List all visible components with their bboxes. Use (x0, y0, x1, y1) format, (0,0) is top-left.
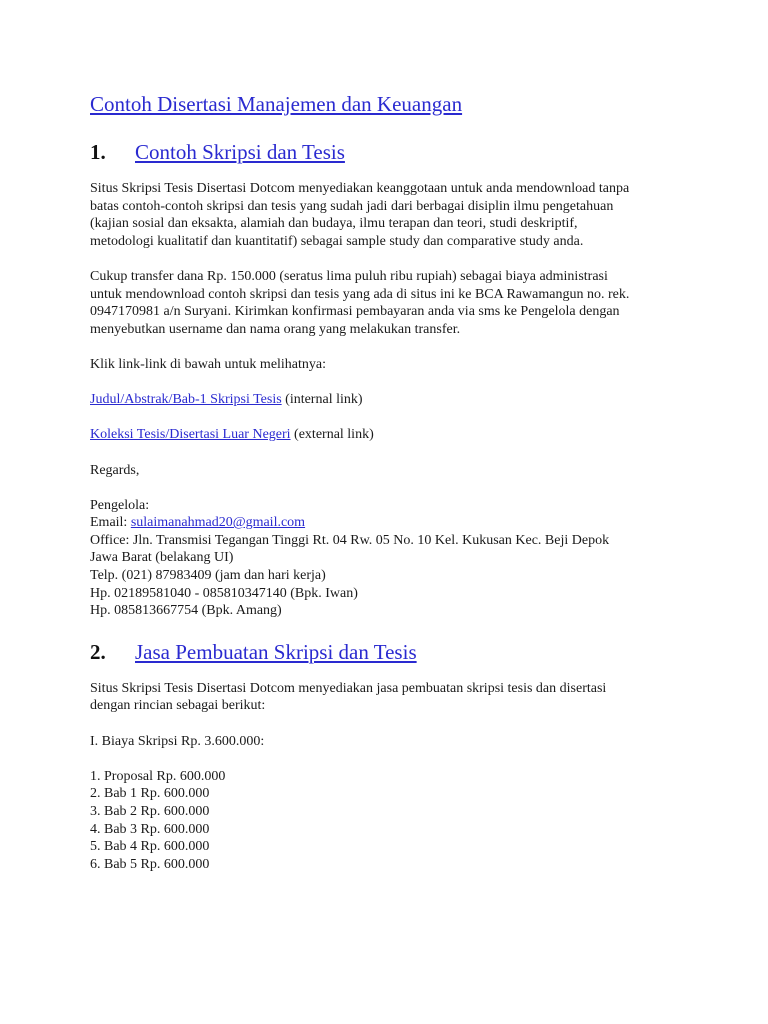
section2-number: 2. (90, 639, 106, 664)
list-item: 1. Proposal Rp. 600.000 (90, 768, 226, 784)
email-line (90, 514, 690, 532)
section2-heading (90, 636, 690, 668)
text-line: metodologi kualitatif dan kuantitatif) sebagai sample study dan comparative study anda. (90, 233, 584, 249)
text-line: (kajian sosial dan eksakta, alamiah dan budaya, ilmu terapan dan teori, studi deskriptif, (90, 216, 578, 232)
text-line: Cukup transfer dana Rp. 150.000 (seratus lima puluh ribu rupiah) sebagai biaya administrasi (90, 268, 608, 284)
office-line-2: Jawa Barat (belakang UI) (90, 550, 234, 566)
list-item: 2. Bab 1 Rp. 600.000 (90, 786, 210, 802)
hp-line-1: Hp. 02189581040 - 085810347140 (Bpk. Iwan) (90, 585, 358, 601)
section1-heading (90, 136, 690, 168)
text-line: batas contoh-contoh skripsi dan tesis yang sudah jadi dari berbagai disiplin ilmu pengetahuan (90, 198, 614, 214)
section1-number: 1. (90, 140, 106, 164)
section2-intro (90, 680, 690, 715)
section1-transfer (90, 268, 690, 338)
internal-link-line (90, 391, 690, 409)
telp-line: Telp. (021) 87983409 (jam dan hari kerja) (90, 568, 326, 584)
pengelola-label: Pengelola: (90, 497, 150, 513)
section1-intro (90, 180, 690, 250)
biaya-heading: I. Biaya Skripsi Rp. 3.600.000: (90, 733, 265, 749)
regards-text: Regards, (90, 462, 140, 478)
section2-heading-link[interactable]: Jasa Pembuatan Skripsi dan Tesis (135, 639, 417, 664)
text-line: Situs Skripsi Tesis Disertasi Dotcom menyediakan keanggotaan untuk anda mendownload tanpa (90, 181, 630, 196)
click-instruction: Klik link-link di bawah untuk melihatnya: (90, 356, 327, 372)
office-line: Office: Jln. Transmisi Tegangan Tinggi Rt. 04 Rw. 05 No. 10 Kel. Kukusan Kec. Beji Depok (90, 532, 610, 548)
hp-line-2: Hp. 085813667754 (Bpk. Amang) (90, 603, 282, 619)
external-link-line (90, 426, 690, 444)
text-line: dengan rincian sebagai berikut: (90, 698, 266, 714)
list-item: 6. Bab 5 Rp. 600.000 (90, 856, 210, 872)
internal-link[interactable]: Judul/Abstrak/Bab-1 Skripsi Tesis (90, 392, 282, 408)
list-item: 5. Bab 4 Rp. 600.000 (90, 839, 210, 855)
text-line: untuk mendownload contoh skripsi dan tesis yang ada di situs ini ke BCA Rawamangun no. rek. (90, 286, 630, 302)
biaya-list (90, 768, 690, 874)
email-link[interactable]: sulaimanahmad20@gmail.com (130, 515, 306, 531)
external-link[interactable]: Koleksi Tesis/Disertasi Luar Negeri (90, 427, 291, 443)
list-item: 3. Bab 2 Rp. 600.000 (90, 804, 210, 819)
text-line: Situs Skripsi Tesis Disertasi Dotcom menyediakan jasa pembuatan skripsi tesis dan disertasi (90, 680, 607, 696)
internal-link-suffix: (internal link) (281, 392, 363, 408)
list-item: 4. Bab 3 Rp. 600.000 (90, 821, 210, 837)
external-link-suffix: (external link) (290, 427, 374, 443)
text-line: menyebutkan username dan nama orang yang melakukan transfer. (90, 321, 461, 337)
email-label: Email: (90, 515, 131, 531)
contact-block (90, 497, 690, 620)
document-page (90, 88, 690, 873)
document-title-link[interactable]: Contoh Disertasi Manajemen dan Keuangan (90, 92, 463, 116)
section1-heading-link[interactable]: Contoh Skripsi dan Tesis (135, 140, 345, 164)
text-line: 0947170981 a/n Suryani. Kirimkan konfirmasi pembayaran anda via sms ke Pengelola dengan (90, 304, 620, 320)
